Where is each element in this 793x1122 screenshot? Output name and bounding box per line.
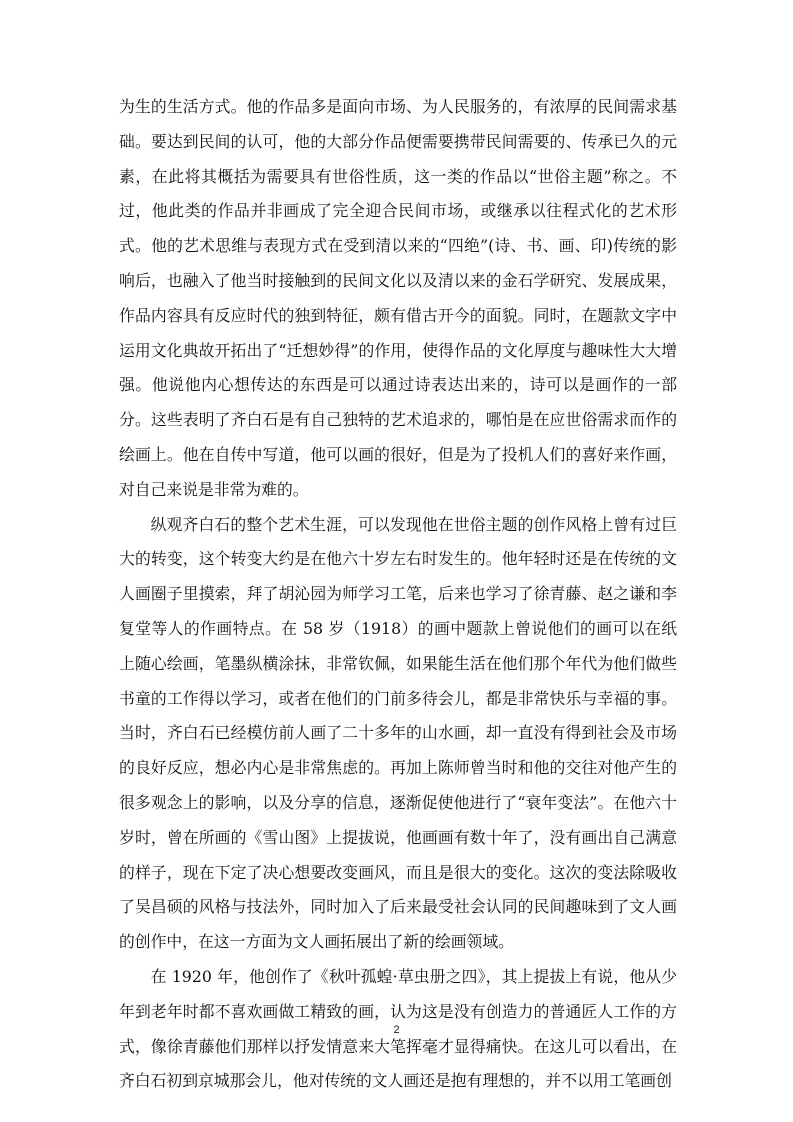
- paragraph-1: 为生的生活方式。他的作品多是面向市场、为人民服务的，有浓厚的民间需求基础。要达到民间的认可，他的大部分作品便需要携带民间需要的、传承已久的元素，在此将其概括为需要具有世俗性质，这一类的作品以“世俗主题”称之。不过，他此类的作品并非画成了完全迎合民间市场，或继承以往程式化的艺术形式。他的艺术思维与表现方式在受到清以来的“四绝”(诗、书、画、印)传统的影响后，也融入了他当时接触到的民间文化以及清以来的金石学研究、发展成果，作品内容具有反应时代的独到特征，颇有借古开今的面貌。同时，在题款文字中运用文化典故开拓出了“迁想妙得”的作用，使得作品的文化厚度与趣味性大大增强。他说他内心想传达的东西是可以通过诗表达出来的，诗可以是画作的一部分。这些表明了齐白石是有自己独特的艺术追求的，哪怕是在应世俗需求而作的绘画上。他在自传中写道，他可以画的很好，但是为了投机人们的喜好来作画，对自己来说是非常为难的。: [119, 97, 677, 499]
- body-text: [119, 90, 677, 1099]
- page-number: 2: [393, 1024, 400, 1036]
- paragraph-3: 在 1920 年，他创作了《秋叶孤蝗·草虫册之四》，其上提拔上有说，他从少年到老年时都不喜欢画做工精致的画，认为这是没有创造力的普通匠人工作的方式，像徐青藤他们那样以抒发情意来大笔挥毫才显得痛快。在这儿可以看出，在齐白石初到京城那会儿，他对传统的文人画还是抱有理想的，并不以用工笔画创: [119, 966, 677, 1091]
- paragraph-2: 纵观齐白石的整个艺术生涯，可以发现他在世俗主题的创作风格上曾有过巨大的转变，这个转变大约是在他六十岁左右时发生的。他年轻时还是在传统的文人画圈子里摸索，拜了胡沁园为师学习工笔，后来也学习了徐青藤、赵之谦和李复堂等人的作画特点。在 58 岁（1918）的画中题款上曾说他们的画可以在纸上随心绘画，笔墨纵横涂抹，非常钦佩，如果能生活在他们那个年代为他们做些书童的工作得以学习，或者在他们的门前多待会儿，都是非常快乐与幸福的事。当时，齐白石已经模仿前人画了二十多年的山水画，却一直没有得到社会及市场的良好反应，想必内心是非常焦虑的。再加上陈师曾当时和他的交往对他产生的很多观念上的影响，以及分享的信息，逐渐促使他进行了“衰年变法”。在他六十岁时，曾在所画的《雪山图》上提拔说，他画画有数十年了，没有画出自己满意的样子，现在下定了决心想要改变画风，而且是很大的变化。这次的变法除吸收了吴昌硕的风格与技法外，同时加入了后来最受社会认同的民间趣味到了文人画的创作中，在这一方面为文人画拓展出了新的绘画领域。: [119, 514, 677, 952]
